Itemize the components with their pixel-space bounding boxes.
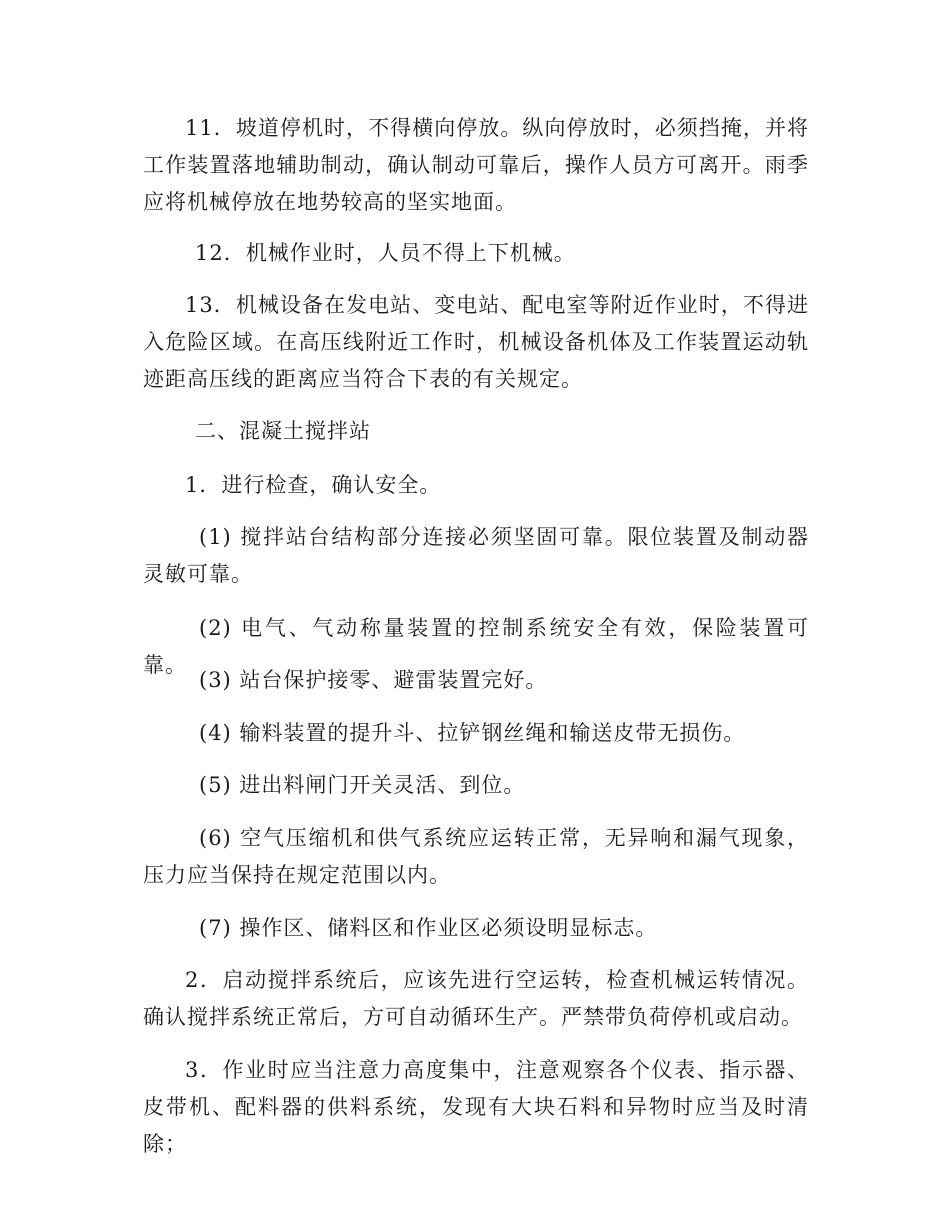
item-2-control-system: (2) 电气、气动称量装置的控制系统安全有效，保险装置可靠。: [143, 616, 809, 677]
paragraph-1-inspection: 1．进行检查，确认安全。: [185, 473, 442, 497]
section-heading-concrete-station: 二、混凝土搅拌站: [195, 419, 371, 443]
item-7-signage: (7) 操作区、储料区和作业区必须设明显标志。: [199, 916, 658, 940]
paragraph-13-high-voltage: 13．机械设备在发电站、变电站、配电室等附近作业时，不得进入危险区域。在高压线附近工作时，机械设备机体及工作装置运动轨迹距高压线的距离应当符合下表的有关规定。: [143, 293, 809, 391]
item-4-conveyor: (4) 输料装置的提升斗、拉铲钢丝绳和输送皮带无损伤。: [199, 721, 746, 745]
item-1-structure: (1) 搅拌站台结构部分连接必须坚固可靠。限位装置及制动器灵敏可靠。: [143, 525, 809, 586]
paragraph-11-slope-parking: 11．坡道停机时，不得横向停放。纵向停放时，必须挡掩，并将工作装置落地辅助制动，确认制动可靠后，操作人员方可离开。雨季应将机械停放在地势较高的坚实地面。: [143, 116, 809, 214]
paragraph-2-startup: 2．启动搅拌系统后，应该先进行空运转，检查机械运转情况。确认搅拌系统正常后，方可自动循环生产。严禁带负荷停机或启动。: [143, 968, 809, 1029]
paragraph-12-no-boarding: 12．机械作业时，人员不得上下机械。: [195, 241, 576, 265]
item-6-air-compressor: (6) 空气压缩机和供气系统应运转正常，无异响和漏气现象，压力应当保持在规定范围以内。: [143, 826, 809, 887]
item-5-gates: (5) 进出料闸门开关灵活、到位。: [199, 773, 526, 797]
item-3-grounding: (3) 站台保护接零、避雷装置完好。: [199, 668, 548, 692]
paragraph-3-operation: 3．作业时应当注意力高度集中，注意观察各个仪表、指示器、皮带机、配料器的供料系统，发现有大块石料和异物时应当及时清除；: [143, 1058, 809, 1156]
